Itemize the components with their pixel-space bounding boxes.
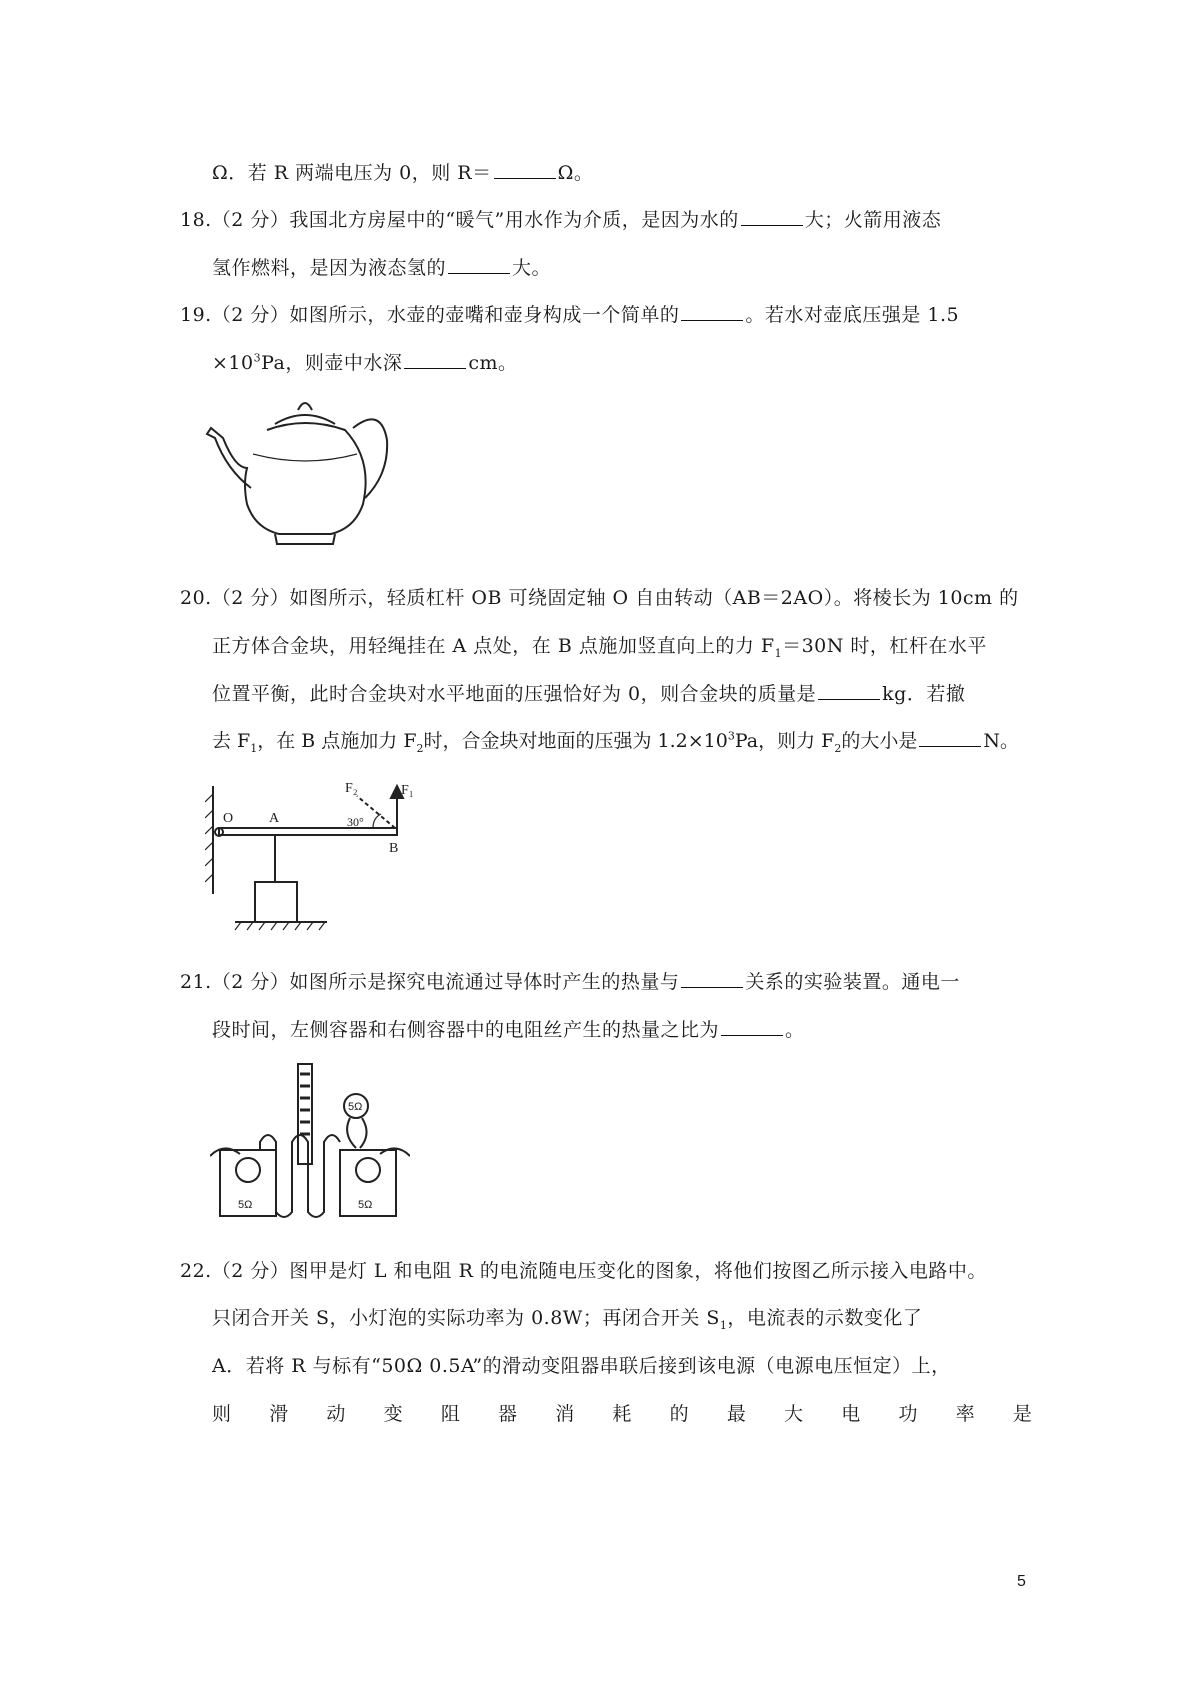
teapot-handle <box>353 419 387 498</box>
q22-line-2 <box>212 1303 922 1332</box>
q21-line-2 <box>212 1015 805 1042</box>
q18-line-1 <box>180 205 941 232</box>
q20-text-3a: 位置平衡，此时合金块对水平地面的压强恰好为 0，则合金块的质量是 <box>212 683 817 705</box>
lever-figure <box>205 770 465 940</box>
q20-text-2b: ＝30N 时，杠杆在水平 <box>782 635 987 657</box>
teapot-knob <box>298 403 312 410</box>
q22-char: 电 <box>841 1403 861 1425</box>
q20-line-2 <box>212 631 987 660</box>
q22-text-2a: 只闭合开关 S，小灯泡的实际功率为 0.8W；再闭合开关 S <box>212 1307 720 1329</box>
q22-char: 变 <box>383 1403 403 1425</box>
q22-char: 最 <box>726 1403 746 1425</box>
q19-text-1a: 19.（2 分）如图所示，水壶的壶嘴和壶身构成一个简单的 <box>180 304 680 326</box>
q20-line-1 <box>180 583 1019 610</box>
q19-text-1b: 。若水对壶底压强是 1.5 <box>745 304 960 326</box>
answer-blank[interactable] <box>494 162 556 179</box>
q22-char: 耗 <box>612 1403 632 1425</box>
q22-char: 消 <box>555 1403 575 1425</box>
q22-line-1 <box>180 1256 987 1283</box>
label-a: A <box>269 811 280 826</box>
q20-text-2a: 正方体合金块，用轻绳挂在 A 点处，在 B 点施加竖直向上的力 F <box>212 635 775 657</box>
answer-blank[interactable] <box>681 304 743 321</box>
q20-sub: 1 <box>250 741 258 755</box>
q19-line-2 <box>212 348 518 375</box>
lever-bar <box>219 828 397 835</box>
q18-text-1b: 大；火箭用液态 <box>804 209 942 231</box>
q21-text-2b: 。 <box>785 1019 805 1041</box>
answer-blank[interactable] <box>818 683 880 700</box>
q17-text-b: Ω。 <box>557 162 594 184</box>
label-right-resistor: 5Ω <box>358 1199 373 1211</box>
teapot-figure <box>205 388 405 556</box>
right-resistor-coil <box>356 1158 380 1182</box>
answer-blank[interactable] <box>919 730 981 747</box>
q22-char: 大 <box>784 1403 804 1425</box>
label-f2: F₂ <box>345 781 358 796</box>
q22-line-3 <box>212 1351 951 1378</box>
q22-char: 的 <box>669 1403 689 1425</box>
q19-text-2c: cm。 <box>468 352 518 374</box>
left-resistor-coil <box>236 1158 260 1182</box>
q18-line-2 <box>212 253 551 280</box>
q22-char: 则 <box>212 1403 232 1425</box>
q22-char: 是 <box>1012 1403 1032 1425</box>
q22-char: 功 <box>898 1403 918 1425</box>
q20-exponent: 3 <box>727 729 735 743</box>
q21-text-2a: 段时间，左侧容器和右侧容器中的电阻丝产生的热量之比为 <box>212 1019 720 1041</box>
q22-text-3: A．若将 R 与标有“50Ω 0.5A”的滑动变阻器串联后接到该电源（电源电压恒定）上， <box>212 1355 951 1377</box>
q20-text-4b: ，在 B 点施加力 F <box>257 730 417 752</box>
q19-line-1 <box>180 300 959 327</box>
q20-text-3b: kg．若撤 <box>882 683 966 705</box>
q18-text-1a: 18.（2 分）我国北方房屋中的“暖气”用水作为介质，是因为水的 <box>180 209 739 231</box>
q20-text-4d: Pa，则力 F <box>734 730 835 752</box>
q22-char: 率 <box>955 1403 975 1425</box>
q20-sub: 1 <box>774 646 783 660</box>
q20-sub: 2 <box>416 741 424 755</box>
q20-sub: 2 <box>834 741 842 755</box>
q19-exponent: 3 <box>253 351 262 365</box>
label-left-resistor: 5Ω <box>238 1199 253 1211</box>
heat-apparatus-figure <box>210 1062 410 1222</box>
q22-sub: 1 <box>719 1318 728 1332</box>
q20-line-3 <box>212 679 965 706</box>
answer-blank[interactable] <box>741 209 803 226</box>
q19-text-2a: ×10 <box>212 352 254 374</box>
q21-text-1a: 21.（2 分）如图所示是探究电流通过导体时产生的热量与 <box>180 971 680 993</box>
q21-text-1b: 关系的实验装置。通电一 <box>745 971 960 993</box>
q20-text-1: 20.（2 分）如图所示，轻质杠杆 OB 可绕固定轴 O 自由转动（AB＝2AO）。将棱长为 10cm 的 <box>180 587 1019 609</box>
q20-text-4a: 去 F <box>212 730 251 752</box>
teapot-base <box>275 534 335 544</box>
answer-blank[interactable] <box>448 257 510 274</box>
page-number: 5 <box>1017 1573 1026 1590</box>
u-tube-left <box>260 1135 340 1217</box>
q22-text-1: 22.（2 分）图甲是灯 L 和电阻 R 的电流随电压变化的图象，将他们按图乙所示接入电路中。 <box>180 1260 987 1282</box>
teapot-body <box>207 423 366 534</box>
q21-line-1 <box>180 967 960 994</box>
angle-arc <box>373 814 381 828</box>
q17-tail-line <box>212 158 593 185</box>
ground-hatching <box>235 922 325 930</box>
outer-resistor-wire <box>347 1118 366 1148</box>
alloy-block <box>255 882 297 922</box>
scale-board <box>298 1064 312 1164</box>
q20-text-4f: N。 <box>983 730 1019 752</box>
label-outer-resistor: 5Ω <box>348 1101 363 1113</box>
answer-blank[interactable] <box>404 352 466 369</box>
q22-char: 滑 <box>269 1403 289 1425</box>
teapot-water-line <box>253 454 357 461</box>
q20-text-4c: 时，合金块对地面的压强为 1.2×10 <box>423 730 728 752</box>
scale-ticks <box>300 1074 310 1134</box>
q22-char: 阻 <box>440 1403 460 1425</box>
label-angle: 30° <box>347 815 364 829</box>
q17-text-a: Ω．若 R 两端电压为 0，则 R＝ <box>212 162 492 184</box>
wall-hatching <box>205 794 213 882</box>
label-b: B <box>389 841 399 856</box>
q22-line-4 <box>212 1399 1032 1426</box>
q18-text-2b: 大。 <box>512 257 552 279</box>
q22-char: 器 <box>498 1403 518 1425</box>
answer-blank[interactable] <box>681 971 743 988</box>
label-f1: F₁ <box>401 783 414 798</box>
q20-line-4 <box>212 726 1019 755</box>
q22-char: 动 <box>326 1403 346 1425</box>
label-o: O <box>223 811 234 826</box>
q22-text-2b: ，电流表的示数变化了 <box>727 1307 923 1329</box>
q18-text-2a: 氢作燃料，是因为液态氢的 <box>212 257 447 279</box>
answer-blank[interactable] <box>721 1019 783 1036</box>
q20-text-4e: 的大小是 <box>841 730 918 752</box>
q19-text-2b: Pa，则壶中水深 <box>261 352 403 374</box>
